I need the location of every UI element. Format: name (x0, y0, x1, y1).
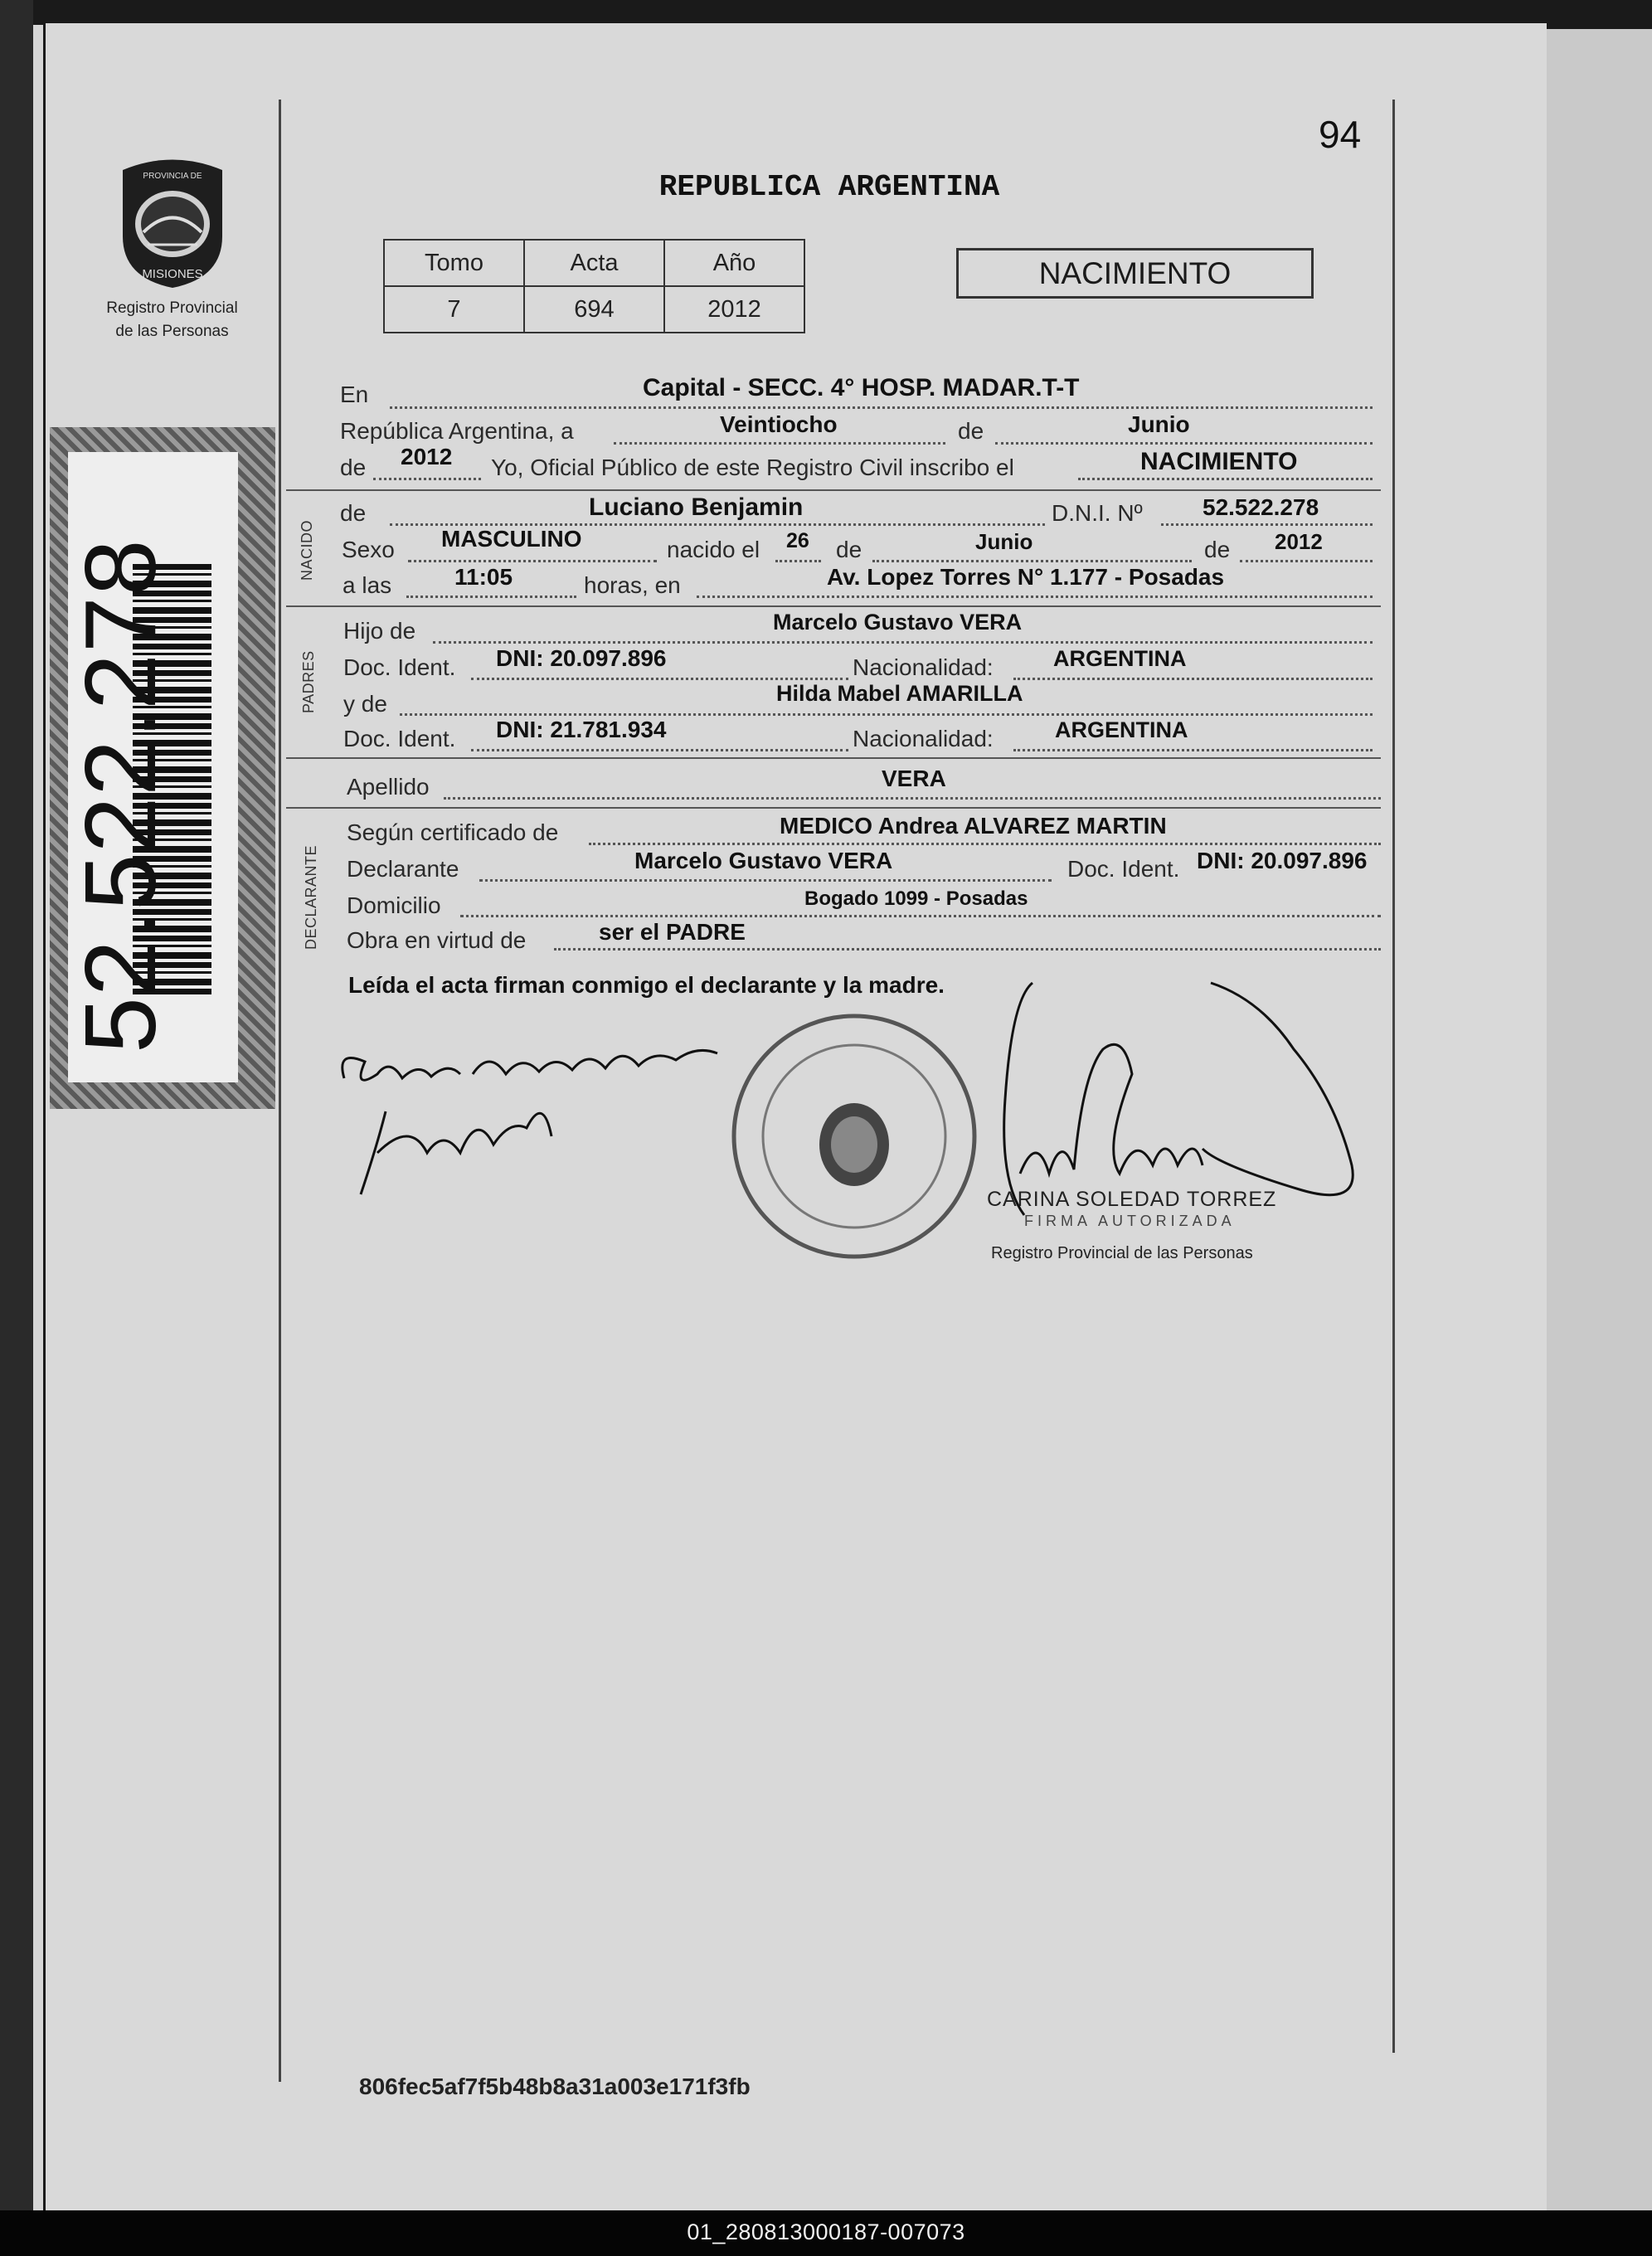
anio-line (373, 478, 481, 480)
doc-ident3-label: Doc. Ident. (1067, 856, 1180, 882)
section-divider (286, 807, 1381, 809)
seal-caption-line2: de las Personas (115, 323, 229, 340)
declarante-label: Declarante (347, 856, 459, 882)
inscribo-line (1078, 478, 1373, 480)
dia-value: Veintiocho (720, 411, 838, 437)
dni-line (1161, 523, 1373, 526)
svg-text:PROVINCIA DE: PROVINCIA DE (142, 172, 202, 181)
section-divider (286, 489, 1381, 491)
segun-label: Según certificado de (347, 819, 559, 845)
apellido-value: VERA (882, 766, 946, 791)
madre-value: Hilda Mabel AMARILLA (776, 681, 1023, 706)
madre-line (400, 713, 1373, 716)
padre-doc-value: DNI: 20.097.896 (496, 645, 667, 671)
nac-mes-value: Junio (975, 529, 1033, 554)
side-label-nacido: NACIDO (299, 519, 315, 581)
provincial-seal (83, 153, 261, 341)
nacionalidad-label: Nacionalidad: (853, 654, 994, 680)
horas-en-label: horas, en (584, 572, 681, 598)
madre-doc-line (471, 749, 848, 751)
padre-doc-line (471, 678, 848, 680)
barcode-number: 52.522.278 (64, 538, 177, 1053)
padre-nac-line (1013, 678, 1373, 680)
nac-dia-value: 26 (786, 529, 809, 552)
table-cell-acta: 694 (524, 286, 664, 333)
en-label: En (340, 382, 369, 407)
mes-line (995, 442, 1373, 445)
dni-value: 52.522.278 (1203, 494, 1319, 520)
right-frame-line (1392, 100, 1395, 2053)
sexo-label: Sexo (342, 537, 395, 562)
svg-text:MISIONES: MISIONES (141, 267, 203, 281)
nombre-value: Luciano Benjamin (589, 494, 804, 521)
dni-label: D.N.I. Nº (1052, 500, 1143, 526)
stamp-name: CARINA SOLEDAD TORREZ (987, 1188, 1277, 1211)
madre-doc-value: DNI: 21.781.934 (496, 717, 667, 742)
padre-line (433, 641, 1373, 644)
anio-value: 2012 (401, 444, 453, 469)
sexo-line (408, 560, 657, 562)
yo-text: Yo, Oficial Público de este Registro Civil inscribo el (491, 455, 1014, 480)
de4-label: de (836, 537, 862, 562)
official-stamp-icon (722, 999, 987, 1273)
dia-line (614, 442, 945, 445)
hora-line (406, 596, 576, 598)
lugar-line (697, 596, 1373, 598)
de-label: de (958, 418, 984, 444)
document-hash: 806fec5af7f5b48b8a31a003e171f3fb (359, 2074, 751, 2099)
madre-nac-value: ARGENTINA (1055, 717, 1188, 742)
madre-nac-line (1013, 749, 1373, 751)
table-header-anio: Año (664, 240, 804, 286)
table-cell-anio: 2012 (664, 286, 804, 333)
seal-caption-line1: Registro Provincial (106, 299, 238, 317)
obra-value: ser el PADRE (599, 919, 746, 945)
nacido-el-label: nacido el (667, 537, 760, 562)
de5-label: de (1204, 537, 1231, 562)
next-page (1547, 29, 1652, 2210)
domicilio-line (460, 915, 1381, 917)
padre-nac-value: ARGENTINA (1053, 646, 1187, 671)
official-signature (987, 966, 1377, 1281)
nac-anio-value: 2012 (1275, 529, 1323, 554)
declarant-signature (328, 1028, 742, 1211)
side-label-declarante: DECLARANTE (303, 844, 319, 950)
table-header-tomo: Tomo (384, 240, 524, 286)
sexo-value: MASCULINO (441, 526, 582, 552)
side-label-padres: PADRES (300, 650, 317, 713)
registry-table (383, 239, 805, 333)
misiones-emblem-icon (110, 153, 235, 290)
nacionalidad2-label: Nacionalidad: (853, 726, 994, 751)
stamp-org: Registro Provincial de las Personas (991, 1244, 1253, 1262)
document-title: REPUBLICA ARGENTINA (658, 170, 1000, 204)
page-number: 94 (1319, 113, 1362, 156)
section-divider (286, 605, 1381, 607)
doc-ident-label: Doc. Ident. (343, 654, 456, 680)
certificado-line (589, 843, 1381, 845)
book-spine (0, 0, 33, 2210)
republica-label: República Argentina, a (340, 418, 574, 444)
declarante-value: Marcelo Gustavo VERA (634, 848, 893, 873)
apellido-line (444, 797, 1381, 800)
alas-label: a las (343, 572, 392, 598)
hijo-de-label: Hijo de (343, 618, 416, 644)
footer-id: 01_280813000187-007073 (687, 2220, 965, 2244)
certificado-value: MEDICO Andrea ALVAREZ MARTIN (780, 813, 1167, 839)
book-binding (33, 25, 43, 2210)
section-divider (286, 757, 1381, 759)
apellido-label: Apellido (347, 774, 430, 800)
en-line (390, 406, 1373, 409)
en-value: Capital - SECC. 4° HOSP. MADAR.T-T (643, 374, 1080, 401)
hora-value: 11:05 (454, 564, 513, 590)
doc-ident2-label: Doc. Ident. (343, 726, 456, 751)
obra-line (554, 948, 1381, 951)
declarante-line (479, 879, 1052, 882)
y-de-label: y de (343, 691, 387, 717)
closing-statement: Leída el acta firman conmigo el declarante y la madre. (348, 972, 945, 998)
obra-label: Obra en virtud de (347, 927, 527, 953)
domicilio-value: Bogado 1099 - Posadas (804, 887, 1028, 910)
declarante-doc-value: DNI: 20.097.896 (1197, 848, 1368, 873)
stamp-role: FIRMA AUTORIZADA (1024, 1213, 1236, 1229)
lugar-value: Av. Lopez Torres N° 1.177 - Posadas (827, 564, 1225, 590)
de3-label: de (340, 500, 367, 526)
left-frame-line (279, 100, 281, 2082)
nac-dia-line (775, 560, 821, 562)
domicilio-label: Domicilio (347, 892, 441, 918)
inscribo-value: NACIMIENTO (1140, 448, 1298, 475)
table-cell-tomo: 7 (384, 286, 524, 333)
nac-mes-line (872, 560, 1192, 562)
padre-value: Marcelo Gustavo VERA (773, 610, 1023, 634)
mes-value: Junio (1128, 411, 1190, 437)
nac-anio-line (1240, 560, 1373, 562)
de2-label: de (340, 455, 367, 480)
table-header-acta: Acta (524, 240, 664, 286)
record-type-box: NACIMIENTO (956, 248, 1314, 299)
